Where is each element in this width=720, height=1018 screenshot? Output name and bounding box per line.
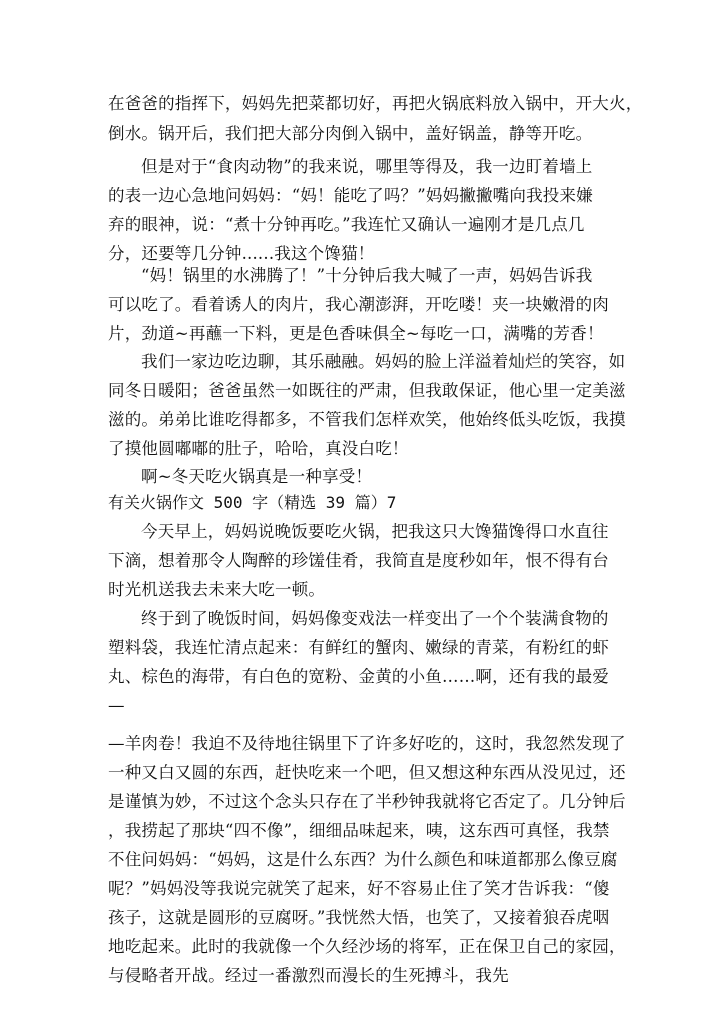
text-line: “妈！锅里的水沸腾了！”十分钟后我大喊了一声，妈妈告诉我 (141, 266, 593, 285)
text-line: — (108, 696, 125, 715)
text-line: 啊~冬天吃火锅真是一种享受！ (141, 467, 373, 486)
text-line: 了摸他圆嘟嘟的肚子，哈哈，真没白吃！ (108, 439, 409, 458)
text-line: 同冬日暖阳；爸爸虽然一如既往的严肃，但我敢保证，他心里一定美滋 (108, 381, 626, 400)
text-line: 丸、棕色的海带，有白色的宽粉、金黄的小鱼……啊，还有我的最爱 (108, 667, 609, 686)
text-line: 一种又白又圆的东西，赶快吃来一个吧，但又想这种东西从没见过，还 (108, 763, 626, 782)
text-line: 今天早上，妈妈说晚饭要吃火锅，把我这只大馋猫馋得口水直往 (141, 522, 609, 541)
text-line: 地吃起来。此时的我就像一个久经沙场的将军，正在保卫自己的家园， (108, 937, 626, 956)
text-line: 在爸爸的指挥下，妈妈先把菜都切好，再把火锅底料放入锅中，开大火， (108, 94, 643, 113)
text-line: ，我捞起了那块“四不像”，细细品味起来，咦，这东西可真怪，我禁 (108, 821, 610, 840)
text-line: 时光机送我去未来大吃一顿。 (108, 580, 326, 599)
text-line: 的表一边心急地问妈妈：“妈！能吃了吗？”妈妈撇撇嘴向我投来嫌 (108, 186, 593, 205)
text-line: 但是对于“食肉动物”的我来说，哪里等得及，我一边盯着墙上 (141, 157, 593, 176)
text-line: 是谨慎为妙，不过这个念头只存在了半秒钟我就将它否定了。几分钟后 (108, 792, 626, 811)
text-line: —羊肉卷！我迫不及待地往锅里下了许多好吃的，这时，我忽然发现了 (108, 734, 626, 753)
section-heading: 有关火锅作文 500 字（精选 39 篇）7 (108, 493, 397, 512)
text-line: 终于到了晚饭时间，妈妈像变戏法一样变出了一个个装满食物的 (141, 609, 609, 628)
text-line: 下滴，想着那令人陶醉的珍馐佳肴，我简直是度秒如年，恨不得有台 (108, 551, 609, 570)
text-line: 呢？”妈妈没等我说完就笑了起来，好不容易止住了笑才告诉我：“傻 (108, 879, 610, 898)
text-line: 倒水。锅开后，我们把大部分肉倒入锅中，盖好锅盖，静等开吃。 (108, 124, 593, 143)
text-line: 孩子，这就是圆形的豆腐呀。”我恍然大悟，也笑了，又接着狼吞虎咽 (108, 908, 610, 927)
text-line: 分，还要等几分钟......我这个馋猫！ (108, 244, 375, 263)
text-line: 弃的眼神，说：“煮十分钟再吃。”我连忙又确认一遍刚才是几点几 (108, 215, 585, 234)
text-line: 不住问妈妈：“妈妈，这是什么东西？为什么颜色和味道都那么像豆腐 (108, 850, 618, 869)
text-line: 我们一家边吃边聊，其乐融融。妈妈的脸上洋溢着灿烂的笑容，如 (141, 352, 626, 371)
text-line: 可以吃了。看着诱人的肉片，我心潮澎湃，开吃喽！夹一块嫩滑的肉 (108, 295, 609, 314)
text-line: 滋的。弟弟比谁吃得都多，不管我们怎样欢笑，他始终低头吃饭，我摸 (108, 410, 626, 429)
text-line: 与侵略者开战。经过一番激烈而漫长的生死搏斗，我先 (108, 966, 509, 985)
text-line: 塑料袋，我连忙清点起来：有鲜红的蟹肉、嫩绿的青菜，有粉红的虾 (108, 638, 609, 657)
text-line: 片，劲道~再蘸一下料，更是色香味俱全~每吃一口，满嘴的芳香！ (108, 324, 604, 343)
